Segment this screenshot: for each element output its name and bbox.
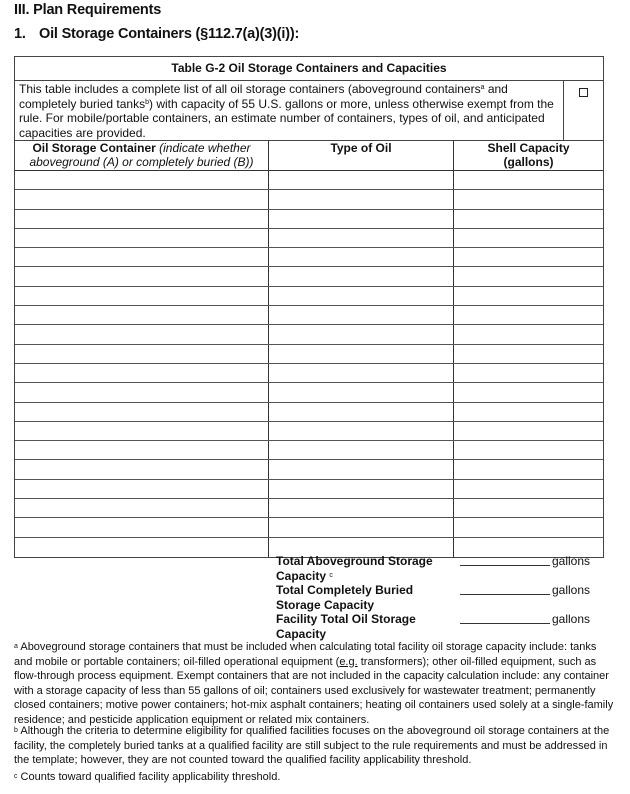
table-row <box>15 248 603 267</box>
container-cell[interactable] <box>15 383 269 401</box>
oil-type-cell[interactable] <box>269 190 454 208</box>
footnote-text: transformers); other oil-filled equipment, such as flow-through process equipment. Exempt containers that are not included in the capacity calculation include: any container with a storage capacity of less than 55 gallons of oil; containers used exclusively for wastewater treatment; permanently closed containers; motive power containers; hot-mix asphalt containers; heating oil containers used solely at a single-family residence; and pesticide application equipment or related mix containers. <box>14 655 614 726</box>
footnote-text: Although the criteria to determine eligibility for qualified facilities focuses on the aboveground oil storage containers at the facility, the completely buried tanks at a qualified facility are still subject to the rule requirements and must be addressed in the template; however, they are not counted toward the qualified facility applicability threshold. <box>14 725 610 766</box>
table-row <box>15 499 603 518</box>
shell-capacity-cell[interactable] <box>454 267 603 285</box>
total-aboveground-input[interactable] <box>460 554 550 566</box>
column-header-container-note: (indicate whether aboveground (A) or completely buried (B)) <box>29 141 254 169</box>
container-cell[interactable] <box>15 518 269 536</box>
shell-capacity-cell[interactable] <box>454 190 603 208</box>
container-cell[interactable] <box>15 538 269 557</box>
table-row <box>15 287 603 306</box>
footnote-b <box>14 724 614 768</box>
container-cell[interactable] <box>15 171 269 189</box>
table-row <box>15 171 603 190</box>
oil-type-cell[interactable] <box>269 210 454 228</box>
container-cell[interactable] <box>15 229 269 247</box>
total-buried-capacity <box>276 583 606 612</box>
oil-type-cell[interactable] <box>269 306 454 324</box>
shell-capacity-cell[interactable] <box>454 383 603 401</box>
column-header-oil-type: Type of Oil <box>269 141 454 170</box>
shell-capacity-cell[interactable] <box>454 460 603 478</box>
total-label-line2: Storage Capacity <box>276 597 375 612</box>
container-cell[interactable] <box>15 345 269 363</box>
container-cell[interactable] <box>15 422 269 440</box>
table-row <box>15 345 603 364</box>
container-cell[interactable] <box>15 480 269 498</box>
table-row <box>15 480 603 499</box>
total-aboveground-capacity <box>276 554 606 583</box>
footnote-ref-c: c <box>329 571 333 579</box>
container-cell[interactable] <box>15 287 269 305</box>
column-header-container <box>15 141 269 170</box>
container-cell[interactable] <box>15 364 269 382</box>
subsection-number: 1. <box>14 26 26 42</box>
oil-type-cell[interactable] <box>269 480 454 498</box>
shell-capacity-cell[interactable] <box>454 403 603 421</box>
shell-capacity-cell[interactable] <box>454 248 603 266</box>
table-row <box>15 460 603 479</box>
container-cell[interactable] <box>15 306 269 324</box>
container-cell[interactable] <box>15 460 269 478</box>
shell-capacity-cell[interactable] <box>454 229 603 247</box>
footnote-text: Aboveground storage containers that must be included when calculating total facility oil storage capacity include: tanks and mobile or portable containers; oil-filled operational equipment ( <box>14 641 597 668</box>
oil-type-cell[interactable] <box>269 345 454 363</box>
total-label-line2: Capacity <box>276 626 327 641</box>
table-row <box>15 325 603 344</box>
table-description <box>15 81 564 140</box>
oil-type-cell[interactable] <box>269 383 454 401</box>
table-body <box>15 171 603 557</box>
column-header-container-label: Oil Storage Container <box>32 141 156 155</box>
description-text-3: ) with capacity of 55 U.S. gallons or more, unless otherwise exempt from the rule. For mobile/portable containers, an estimate number of containers, types of oil, and anticipated capacities are provided. <box>19 96 554 140</box>
unit-label: gallons <box>552 583 591 597</box>
container-cell[interactable] <box>15 499 269 517</box>
shell-capacity-cell[interactable] <box>454 306 603 324</box>
table-row <box>15 267 603 286</box>
shell-capacity-cell[interactable] <box>454 441 603 459</box>
facility-total-input[interactable] <box>460 612 550 624</box>
footnote-ref-a: a <box>480 84 485 91</box>
table-description-row <box>15 81 603 141</box>
footnote-marker: c <box>14 773 18 780</box>
totals-section <box>276 554 606 641</box>
oil-type-cell[interactable] <box>269 518 454 536</box>
unit-label: gallons <box>552 554 591 568</box>
table-header-row <box>15 141 603 171</box>
footnote-text: Counts toward qualified facility applicability threshold. <box>17 771 281 783</box>
container-cell[interactable] <box>15 210 269 228</box>
table-row <box>15 229 603 248</box>
description-text-2: and completely buried tanks <box>19 82 508 111</box>
total-aboveground-label <box>276 554 460 583</box>
oil-type-cell[interactable] <box>269 267 454 285</box>
table-row <box>15 364 603 383</box>
container-cell[interactable] <box>15 441 269 459</box>
total-buried-label <box>276 583 460 612</box>
oil-storage-table <box>14 56 604 558</box>
footnote-marker: b <box>14 727 18 734</box>
oil-type-cell[interactable] <box>269 422 454 440</box>
oil-type-cell[interactable] <box>269 248 454 266</box>
shell-capacity-cell[interactable] <box>454 518 603 536</box>
unit-label: gallons <box>552 612 591 626</box>
oil-type-cell[interactable] <box>269 460 454 478</box>
total-label-line1: Total Aboveground Storage <box>276 554 433 568</box>
total-label-line2: Capacity <box>276 568 327 583</box>
oil-type-cell[interactable] <box>269 171 454 189</box>
footnote-c <box>14 770 614 785</box>
oil-type-cell[interactable] <box>269 287 454 305</box>
section-heading: III. Plan Requirements <box>14 2 162 18</box>
oil-type-cell[interactable] <box>269 441 454 459</box>
table-row <box>15 441 603 460</box>
table-row <box>15 210 603 229</box>
oil-type-cell[interactable] <box>269 229 454 247</box>
table-row <box>15 383 603 402</box>
shell-capacity-cell[interactable] <box>454 422 603 440</box>
container-cell[interactable] <box>15 190 269 208</box>
container-cell[interactable] <box>15 248 269 266</box>
shell-capacity-cell[interactable] <box>454 345 603 363</box>
total-buried-input[interactable] <box>460 583 550 595</box>
total-label-line1: Total Completely Buried <box>276 583 414 597</box>
total-label-line1: Facility Total Oil Storage <box>276 612 416 626</box>
container-cell[interactable] <box>15 267 269 285</box>
container-cell[interactable] <box>15 403 269 421</box>
subsection-title: Oil Storage Containers (§112.7(a)(3)(i)): <box>39 26 300 42</box>
table-row <box>15 403 603 422</box>
facility-total-label <box>276 612 460 641</box>
oil-type-cell[interactable] <box>269 325 454 343</box>
subsection-heading <box>14 26 299 42</box>
container-cell[interactable] <box>15 325 269 343</box>
shell-capacity-cell[interactable] <box>454 287 603 305</box>
table-title: Table G-2 Oil Storage Containers and Capacities <box>15 57 603 81</box>
confirmation-checkbox-cell <box>564 81 603 140</box>
shell-capacity-cell[interactable] <box>454 325 603 343</box>
confirmation-checkbox[interactable] <box>579 88 588 97</box>
footnote-eg: e.g. <box>339 655 358 668</box>
description-text-1: This table includes a complete list of all oil storage containers (aboveground containers <box>19 82 481 96</box>
footnote-marker: a <box>14 643 18 650</box>
shell-capacity-cell[interactable] <box>454 171 603 189</box>
table-row <box>15 190 603 209</box>
shell-capacity-cell[interactable] <box>454 480 603 498</box>
footnote-ref-b: b <box>145 98 149 106</box>
oil-type-cell[interactable] <box>269 499 454 517</box>
shell-capacity-cell[interactable] <box>454 499 603 517</box>
column-header-shell-capacity: Shell Capacity (gallons) <box>487 141 570 169</box>
table-row <box>15 518 603 537</box>
oil-type-cell[interactable] <box>269 403 454 421</box>
shell-capacity-cell[interactable] <box>454 364 603 382</box>
footnote-a <box>14 640 614 727</box>
facility-total-capacity <box>276 612 606 641</box>
shell-capacity-cell[interactable] <box>454 210 603 228</box>
table-row <box>15 422 603 441</box>
oil-type-cell[interactable] <box>269 364 454 382</box>
table-row <box>15 306 603 325</box>
